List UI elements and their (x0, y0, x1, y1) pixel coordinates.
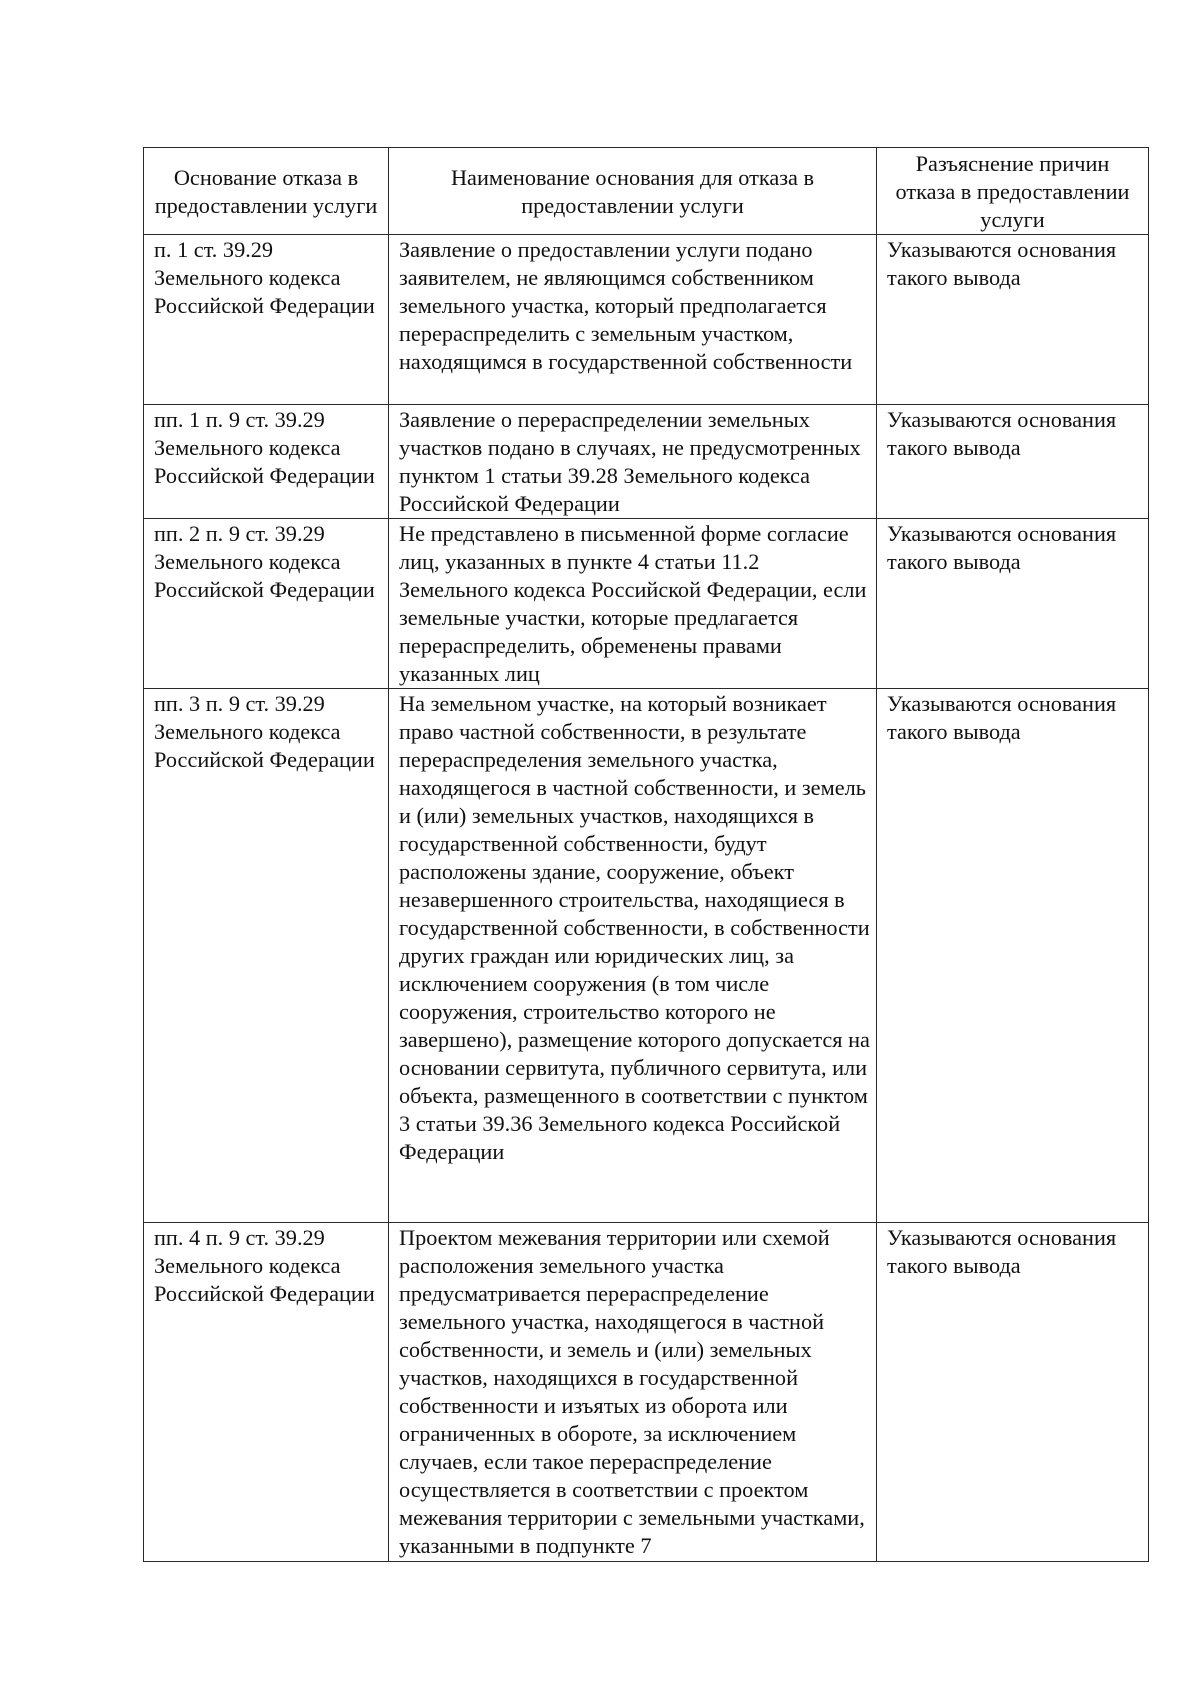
cell-name: Проектом межевания территории или схемой расположения земельного участка предусматривается перераспределение земельного участка, находящегося в частной собственности, и земель и (или) земельных участков, находящихся в государственной собственности и изъятых из оборота или ограниченных в обороте, за исключением случаев, если такое перераспределение осуществляется в соответствии с проектом межевания территории с земельными участками, указанными в подпункте 7 (389, 1223, 877, 1562)
table-row (144, 235, 1149, 405)
cell-explanation: Указываются основания такого вывода (877, 689, 1149, 1223)
cell-name: На земельном участке, на который возникает право частной собственности, в результате перераспределения земельного участка, находящегося в частной собственности, и земель и (или) земельных участков, находящихся в государственной собственности, будут расположены здание, сооружение, объект незавершенного строительства, находящиеся в государственной собственности, в собственности других граждан или юридических лиц, за исключением сооружения (в том числе сооружения, строительство которого не завершено), размещение которого допускается на основании сервитута, публичного сервитута, или объекта, размещенного в соответствии с пунктом 3 статьи 39.36 Земельного кодекса Российской Федерации (389, 689, 877, 1223)
table-body (144, 235, 1149, 1562)
table-row (144, 405, 1149, 519)
table-header (144, 148, 1149, 235)
cell-basis: пп. 2 п. 9 ст. 39.29 Земельного кодекса Российской Федерации (144, 519, 389, 689)
refusal-grounds-table (143, 147, 1149, 1562)
cell-basis: пп. 4 п. 9 ст. 39.29 Земельного кодекса Российской Федерации (144, 1223, 389, 1562)
table-row (144, 1223, 1149, 1562)
cell-explanation: Указываются основания такого вывода (877, 519, 1149, 689)
table-row (144, 519, 1149, 689)
cell-name: Заявление о перераспределении земельных участков подано в случаях, не предусмотренных пунктом 1 статьи 39.28 Земельного кодекса Российской Федерации (389, 405, 877, 519)
table-header-row (144, 148, 1149, 235)
header-refusal-explanation: Разъяснение причин отказа в предоставлении услуги (877, 148, 1149, 235)
cell-basis: п. 1 ст. 39.29 Земельного кодекса Российской Федерации (144, 235, 389, 405)
cell-explanation: Указываются основания такого вывода (877, 1223, 1149, 1562)
cell-basis: пп. 3 п. 9 ст. 39.29 Земельного кодекса Российской Федерации (144, 689, 389, 1223)
cell-explanation: Указываются основания такого вывода (877, 405, 1149, 519)
cell-explanation: Указываются основания такого вывода (877, 235, 1149, 405)
cell-basis: пп. 1 п. 9 ст. 39.29 Земельного кодекса Российской Федерации (144, 405, 389, 519)
header-refusal-name: Наименование основания для отказа в предоставлении услуги (389, 148, 877, 235)
table-row (144, 689, 1149, 1223)
cell-name: Заявление о предоставлении услуги подано заявителем, не являющимся собственником земельного участка, который предполагается перераспределить с земельным участком, находящимся в государственной собственности (389, 235, 877, 405)
cell-name: Не представлено в письменной форме согласие лиц, указанных в пункте 4 статьи 11.2 Земельного кодекса Российской Федерации, если земельные участки, которые предлагается перераспределить, обременены правами указанных лиц (389, 519, 877, 689)
header-refusal-basis: Основание отказа в предоставлении услуги (144, 148, 389, 235)
